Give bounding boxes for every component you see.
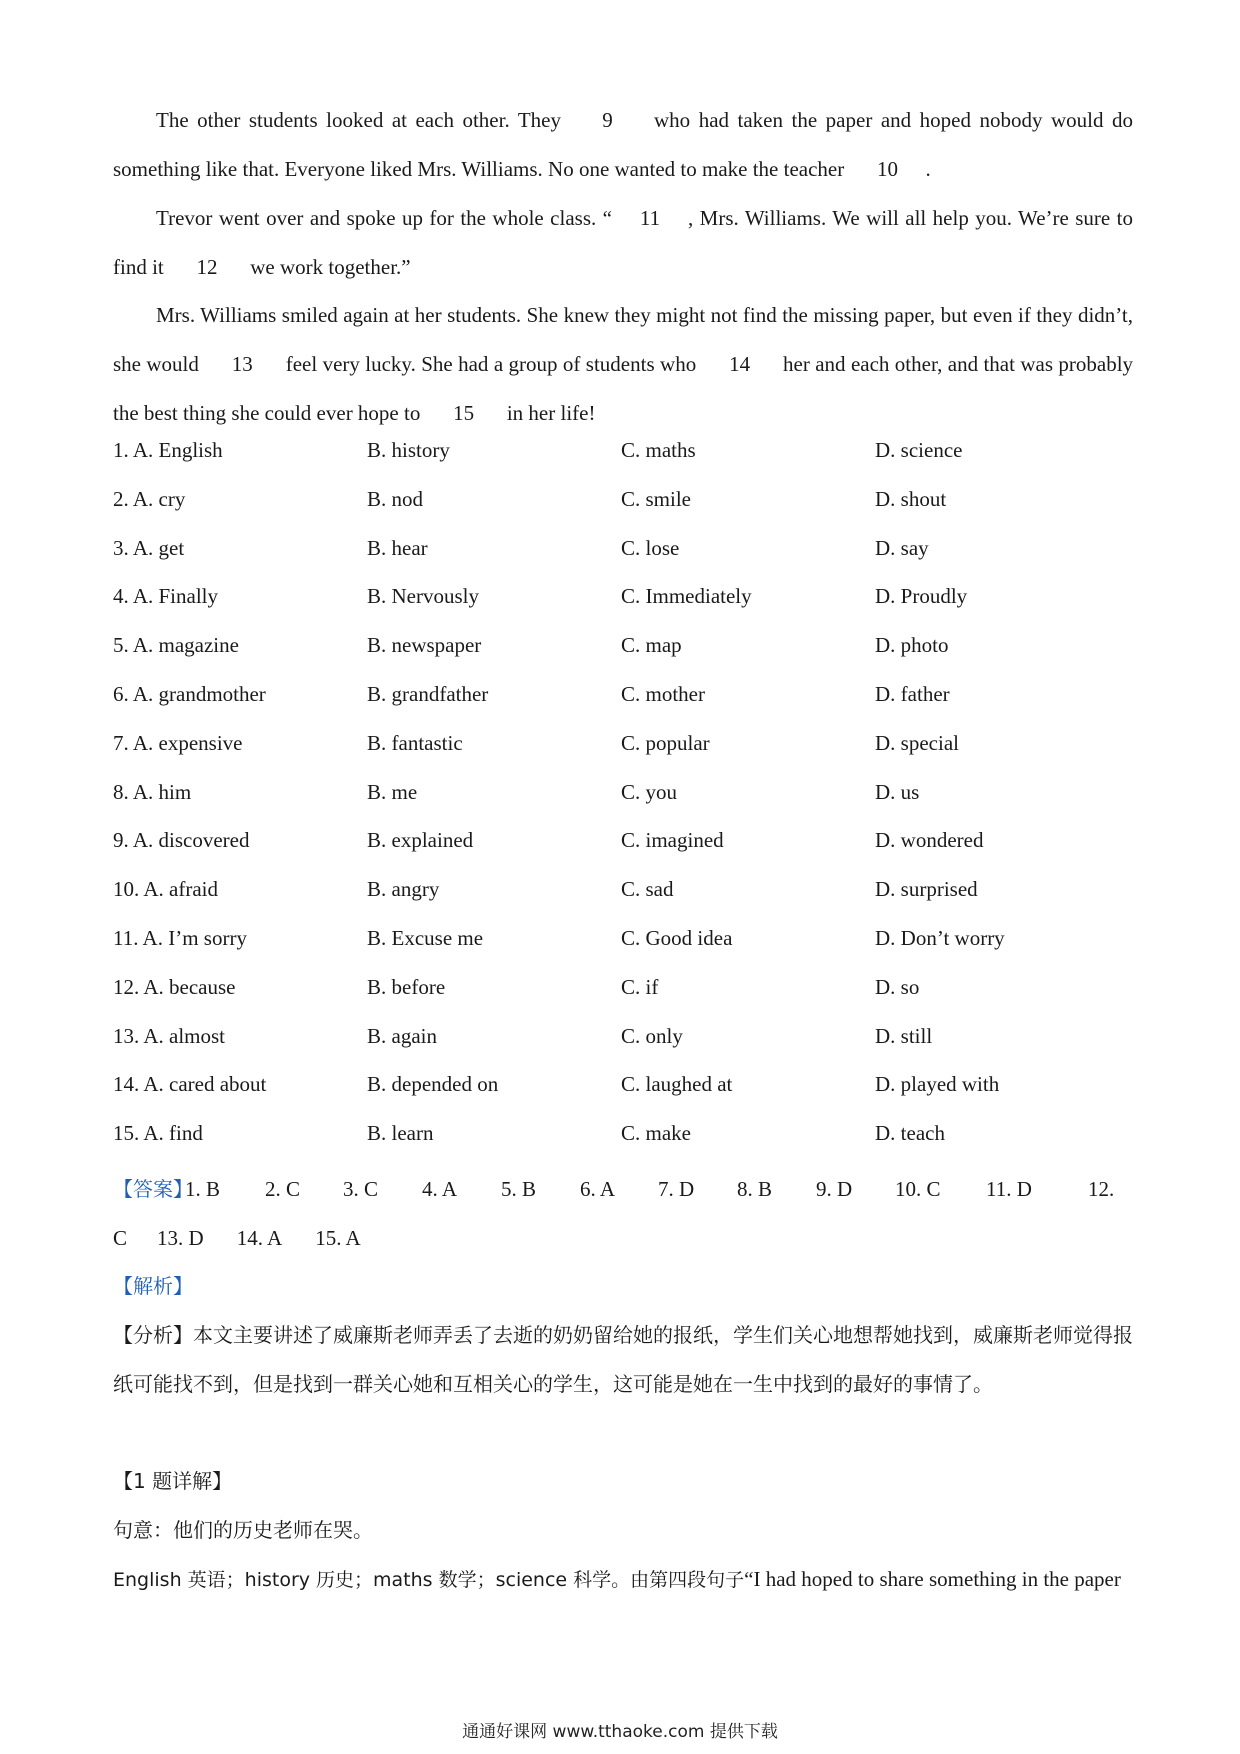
answer-item: 8. B [737, 1177, 773, 1201]
answer-item: 1. B [185, 1177, 221, 1201]
option-13-D: D. still [875, 1023, 933, 1048]
question-1-detail [113, 1555, 1133, 1605]
option-15-C: C. make [621, 1121, 691, 1146]
answer-item: 9. D [816, 1177, 853, 1201]
question-1-meaning: 句意：他们的历史老师在哭。 [113, 1518, 373, 1542]
option-row-9 [113, 828, 1133, 877]
passage-paragraph-2 [113, 194, 1133, 292]
option-row-1 [113, 438, 1133, 487]
option-14-A: 14. A. cared about [113, 1072, 267, 1097]
answer-item: 2. C [265, 1177, 301, 1201]
option-10-D: D. surprised [875, 877, 978, 902]
option-row-4 [113, 584, 1133, 633]
option-row-6 [113, 682, 1133, 731]
option-7-A: 7. A. expensive [113, 730, 243, 755]
option-9-C: C. imagined [621, 828, 724, 853]
passage-text: her and each other, and that was probably the best thing she could ever hope to [113, 352, 1134, 425]
option-6-B: B. grandfather [367, 681, 489, 706]
answer-item: 14. A [236, 1225, 283, 1250]
option-2-C: C. smile [621, 486, 692, 511]
option-7-C: C. popular [621, 730, 710, 755]
answer-item: 11. D [986, 1177, 1032, 1201]
option-14-B: B. depended on [367, 1072, 499, 1097]
passage-text: we work together.” [250, 255, 411, 279]
option-row-2 [113, 487, 1133, 536]
option-7-B: B. fantastic [367, 730, 463, 755]
answers-label: 【答案】 [113, 1177, 193, 1201]
option-row-12 [113, 975, 1133, 1024]
option-14-D: D. played with [875, 1072, 1000, 1097]
option-row-7 [113, 731, 1133, 780]
option-1-D: D. science [875, 438, 963, 462]
option-4-D: D. Proudly [875, 584, 968, 609]
option-4-B: B. Nervously [367, 584, 479, 609]
option-11-B: B. Excuse me [367, 925, 484, 950]
passage-text: The other students looked at each other. They [156, 108, 561, 132]
answer-item: 13. D [157, 1225, 204, 1250]
option-row-8 [113, 780, 1133, 829]
page-footer: 通通好课网 www.tthaoke.com 提供下载 [462, 1722, 778, 1742]
answer-item: 12. [1088, 1177, 1115, 1201]
option-15-B: B. learn [367, 1121, 434, 1146]
answer-item: 6. A [580, 1177, 616, 1201]
option-row-3 [113, 536, 1133, 585]
option-2-B: B. nod [367, 486, 424, 511]
option-4-C: C. Immediately [621, 584, 752, 609]
blank-11: 11 [639, 206, 661, 230]
option-2-A: 2. A. cry [113, 486, 186, 511]
passage-text: . [925, 157, 931, 181]
answers-line-2 [113, 1214, 1133, 1263]
option-3-D: D. say [875, 535, 929, 560]
passage-paragraph-3 [113, 291, 1133, 438]
option-14-C: C. laughed at [621, 1072, 733, 1097]
option-13-B: B. again [367, 1023, 437, 1048]
passage-text: feel very lucky. She had a group of students who [285, 352, 697, 376]
answer-item: 3. C [343, 1177, 379, 1201]
option-row-10 [113, 877, 1133, 926]
blank-14: 14 [729, 352, 751, 376]
option-8-A: 8. A. him [113, 779, 192, 804]
answer-item: C [113, 1225, 128, 1250]
detail-english: “I had hoped to share something in the paper [744, 1567, 1121, 1591]
option-10-B: B. angry [367, 877, 440, 902]
option-3-C: C. lose [621, 535, 680, 560]
answers-block [113, 1165, 1133, 1263]
answer-item: 10. C [895, 1177, 941, 1201]
passage-text: who had taken the paper and hoped nobody would do something like that. Everyone liked Mrs. Williams. No one wanted to make the teacher [113, 108, 1133, 181]
option-3-B: B. hear [367, 535, 428, 560]
option-3-A: 3. A. get [113, 535, 185, 560]
option-11-C: C. Good idea [621, 925, 733, 950]
passage-text: , Mrs. Williams. We will all help you. We’re sure to find it [113, 206, 1133, 279]
option-2-D: D. shout [875, 486, 947, 511]
option-5-D: D. photo [875, 633, 949, 658]
option-1-C: C. maths [621, 438, 696, 462]
option-row-11 [113, 926, 1133, 975]
analysis-heading: 【解析】 [113, 1274, 193, 1298]
option-11-D: D. Don’t worry [875, 925, 1005, 950]
option-12-D: D. so [875, 974, 920, 999]
blank-13: 13 [231, 352, 253, 376]
option-row-15 [113, 1121, 1133, 1170]
detail-chinese: English 英语；history 历史；maths 数学；science 科学。由第四段句子 [113, 1569, 745, 1591]
option-row-14 [113, 1072, 1133, 1121]
option-1-A: 1. A. English [113, 438, 223, 462]
option-8-B: B. me [367, 779, 418, 804]
option-9-A: 9. A. discovered [113, 828, 250, 853]
options-list [113, 438, 1133, 1170]
option-10-A: 10. A. afraid [113, 877, 218, 902]
option-13-C: C. only [621, 1023, 683, 1048]
option-10-C: C. sad [621, 877, 674, 902]
option-12-C: C. if [621, 974, 659, 999]
option-4-A: 4. A. Finally [113, 584, 219, 609]
option-15-A: 15. A. find [113, 1121, 203, 1146]
option-5-B: B. newspaper [367, 633, 482, 658]
analysis-summary: 【分析】本文主要讲述了威廉斯老师弄丢了去逝的奶奶留给她的报纸，学生们关心地想帮她找到，威廉斯老师觉得报纸可能找不到，但是找到一群关心她和互相关心的学生，这可能是她在一生中找到的最好的事情了。 [113, 1323, 1133, 1396]
option-15-D: D. teach [875, 1121, 945, 1146]
answer-item: 5. B [501, 1177, 537, 1201]
passage-text: in her life! [506, 401, 596, 425]
blank-10: 10 [877, 157, 898, 181]
option-5-C: C. map [621, 633, 682, 658]
option-8-C: C. you [621, 779, 678, 804]
option-13-A: 13. A. almost [113, 1023, 226, 1048]
blank-15: 15 [453, 401, 475, 425]
option-11-A: 11. A. I’m sorry [113, 925, 247, 950]
option-6-C: C. mother [621, 681, 705, 706]
answer-item: 4. A [422, 1177, 458, 1201]
passage-paragraph-1 [113, 96, 1133, 194]
blank-12: 12 [196, 255, 218, 279]
answer-item: 15. A [315, 1225, 361, 1250]
option-9-D: D. wondered [875, 828, 984, 853]
option-5-A: 5. A. magazine [113, 633, 239, 658]
option-12-B: B. before [367, 974, 446, 999]
blank-9: 9 [602, 108, 613, 132]
option-7-D: D. special [875, 730, 959, 755]
option-6-A: 6. A. grandmother [113, 681, 266, 706]
option-row-5 [113, 633, 1133, 682]
answers-line-1 [113, 1165, 1133, 1214]
option-1-B: B. history [367, 438, 450, 462]
option-12-A: 12. A. because [113, 974, 236, 999]
option-row-13 [113, 1024, 1133, 1073]
passage-text: Mrs. Williams smiled again at her students. She knew they might not find the missing paper, but even if they didn’t, she would [113, 303, 1133, 376]
option-8-D: D. us [875, 779, 920, 804]
passage-text: Trevor went over and spoke up for the whole class. “ [156, 206, 612, 230]
question-1-title: 【1 题详解】 [113, 1469, 233, 1493]
answer-item: 7. D [658, 1177, 695, 1201]
option-6-D: D. father [875, 681, 950, 706]
option-9-B: B. explained [367, 828, 474, 853]
